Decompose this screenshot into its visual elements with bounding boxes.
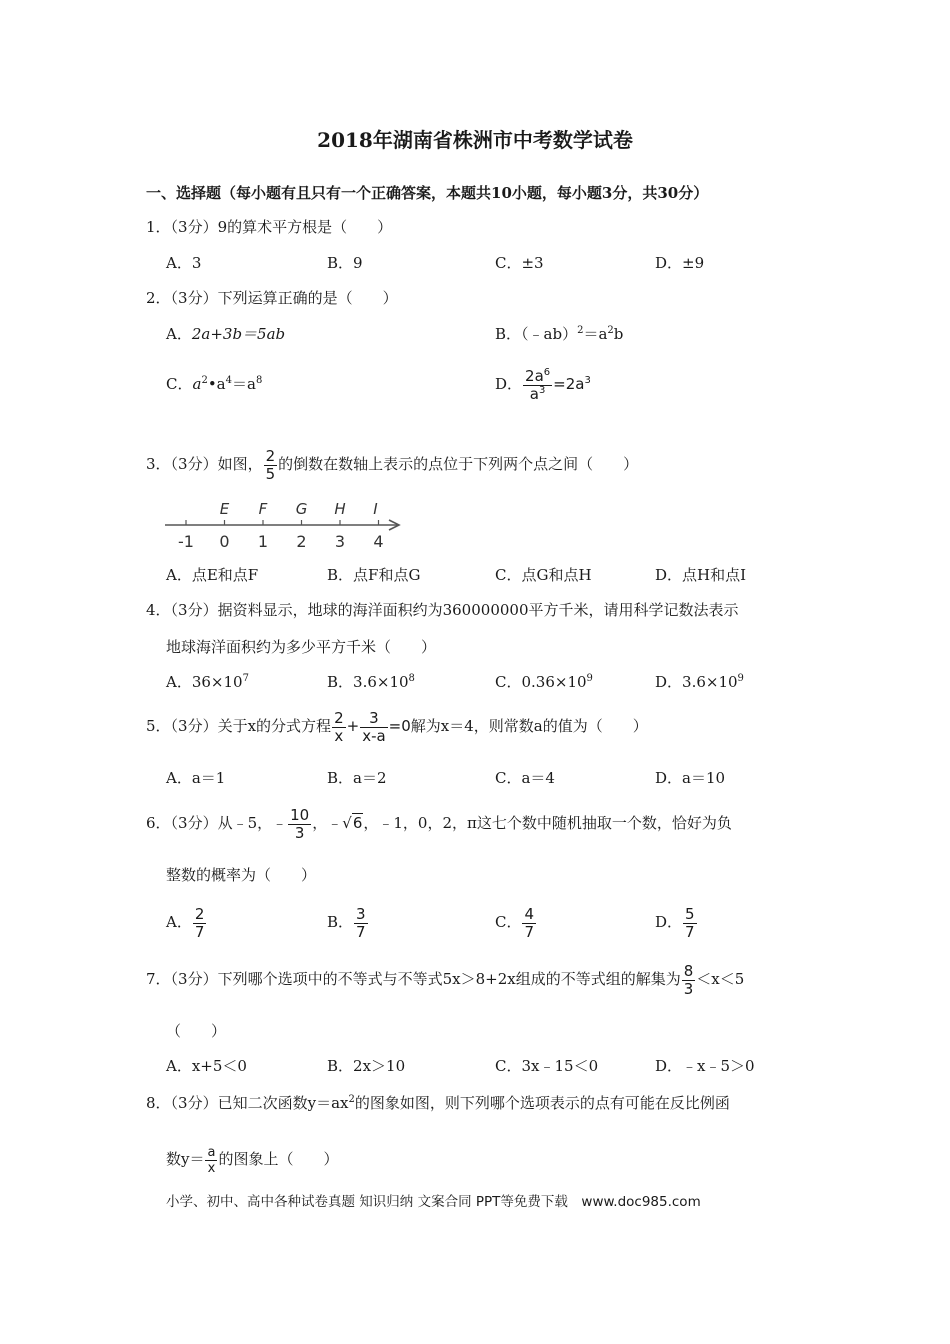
numerator: 2 <box>194 904 205 923</box>
q4-option-d <box>655 672 744 692</box>
question-text: 已知二次函数y＝ax <box>217 1094 349 1112</box>
sqrt-expression: √6 <box>342 814 363 832</box>
fraction <box>264 448 278 483</box>
question-4 <box>146 600 739 620</box>
q2-option-c <box>166 374 262 394</box>
q7-option-b: B．2x＞10 <box>327 1057 406 1075</box>
exponent: 4 <box>225 375 232 386</box>
question-number: 4． <box>146 601 171 619</box>
q6-option-c <box>495 902 537 942</box>
q6-option-d <box>655 902 698 942</box>
question-number: 7． <box>146 970 171 988</box>
q7-option-a: A．x+5＜0 <box>166 1057 247 1075</box>
question-number: 3． <box>146 455 171 473</box>
question-text: 关于x的分式方程 <box>217 717 332 735</box>
option-text: A．36×10 <box>166 673 243 691</box>
q3-option-a <box>166 565 258 585</box>
option-label: A． <box>166 913 192 931</box>
option-text: 点F和点G <box>353 566 421 584</box>
option-text: •a <box>207 375 226 393</box>
q6-option-b <box>327 902 369 942</box>
denominator: 7 <box>685 922 695 941</box>
exponent: 2 <box>607 325 614 336</box>
exponent: 3 <box>584 375 591 386</box>
axis-number-label: 0 <box>219 532 230 551</box>
question-score: （3分） <box>170 1094 218 1112</box>
q6-option-a <box>166 902 207 942</box>
denominator: a <box>529 384 539 403</box>
q4-option-a <box>166 672 249 692</box>
exponent: 6 <box>543 366 551 378</box>
q2-option-b <box>495 324 623 344</box>
exponent: 3 <box>539 384 546 396</box>
question-text: 如图， <box>217 455 263 473</box>
numerator: 3 <box>360 710 387 728</box>
question-7-line2: （ ） <box>166 1022 227 1040</box>
question-text: ＜x＜5 <box>696 970 745 988</box>
q4-option-b <box>327 672 415 692</box>
q3-option-d <box>655 565 746 585</box>
operator: =0 <box>388 717 411 735</box>
fraction <box>682 963 696 998</box>
numerator: 5 <box>685 904 695 923</box>
question-text: 的图象如图，则下列哪个选项表示的点有可能在反比例函 <box>354 1094 730 1112</box>
numerator: 2 <box>334 708 344 727</box>
question-number: 5． <box>146 717 171 735</box>
denominator: 3 <box>683 979 694 998</box>
question-text: ，﹣1，0，2，π这七个数中随机抽取一个数，恰好为负 <box>363 814 732 832</box>
q1-option-b: B．9 <box>327 254 363 272</box>
axis-number-label: 4 <box>373 532 384 551</box>
denominator: 7 <box>356 922 366 941</box>
option-label: C． <box>495 913 522 931</box>
question-number: 8． <box>146 1094 171 1112</box>
radicand: 6 <box>352 814 363 832</box>
question-text: ，﹣ <box>312 814 343 832</box>
numerator: 2a <box>525 366 544 385</box>
option-text: D．3.6×10 <box>655 673 738 691</box>
q1-option-a: A．3 <box>166 254 202 272</box>
option-text: B．3.6×10 <box>327 673 409 691</box>
page-title: 2018年湖南省株洲市中考数学试卷 <box>317 128 633 152</box>
option-label: D． <box>495 375 523 393</box>
option-text: ＝a <box>231 375 256 393</box>
axis-number-label: 2 <box>296 532 307 551</box>
axis-number-label: -1 <box>178 532 194 551</box>
option-label: D． <box>655 566 683 584</box>
q4-option-c <box>495 672 593 692</box>
q5-option-c: C．a＝4 <box>495 769 555 787</box>
question-text: 从﹣5，﹣ <box>217 814 288 832</box>
question-score: （3分） <box>170 814 218 832</box>
question-text: 的倒数在数轴上表示的点位于下列两个点之间（ ） <box>278 455 639 473</box>
page-footer: 小学、初中、高中各种试卷真题 知识归纳 文案合同 PPT等免费下载 www.doc985.com <box>166 1194 701 1210</box>
q1-option-d: D．±9 <box>655 254 705 272</box>
exponent: 7 <box>242 673 249 684</box>
axis-point-letter: F <box>258 500 268 518</box>
axis-point-letter: E <box>219 500 230 518</box>
operator: + <box>346 717 360 735</box>
question-text: 下列运算正确的是（ ） <box>217 289 398 307</box>
exponent: 8 <box>408 673 415 684</box>
exponent: 2 <box>201 375 208 386</box>
q5-option-a: A．a＝1 <box>166 769 226 787</box>
option-text: 点H和点I <box>682 566 747 584</box>
option-text: 点E和点F <box>191 566 259 584</box>
q1-option-c: C．±3 <box>495 254 544 272</box>
section-heading: 一、选择题（每小题有且只有一个正确答案，本题共10小题，每小题3分，共30分） <box>146 184 709 202</box>
numerator: 4 <box>524 904 535 923</box>
option-text: C．0.36×10 <box>495 673 587 691</box>
question-text: 下列哪个选项中的不等式与不等式5x＞8+2x组成的不等式组的解集为 <box>217 970 681 988</box>
axis-number-label: 3 <box>334 532 346 551</box>
option-label: D． <box>655 913 683 931</box>
option-text: ＝a <box>583 325 608 343</box>
q7-option-c: C．3x﹣15＜0 <box>495 1057 599 1075</box>
question-score: （3分） <box>170 289 218 307</box>
denominator: 7 <box>194 922 205 941</box>
option-label: A． <box>166 325 192 343</box>
question-8-line2 <box>166 1139 338 1179</box>
option-label: C． <box>495 566 522 584</box>
question-text: 解为x＝4，则常数a的值为（ ） <box>410 717 648 735</box>
numerator: 3 <box>356 904 366 923</box>
fraction <box>288 807 311 842</box>
exponent: 8 <box>255 375 263 386</box>
fraction <box>354 906 368 941</box>
denominator: x-a <box>362 726 386 745</box>
option-text: 2a+3b＝5ab <box>191 325 286 343</box>
fraction <box>683 906 697 941</box>
axis-point-letter: I <box>373 500 378 518</box>
denominator: x <box>207 1160 216 1176</box>
option-text: b <box>613 325 624 343</box>
option-label: A． <box>166 566 192 584</box>
option-text: （﹣ab） <box>521 325 578 343</box>
fraction <box>360 710 387 745</box>
option-text: 点G和点H <box>521 566 592 584</box>
denominator: 3 <box>294 823 305 842</box>
question-text: 9的算术平方根是（ ） <box>217 218 393 236</box>
question-4-line2: 地球海洋面积约为多少平方千米（ ） <box>166 638 437 656</box>
question-score: （3分） <box>170 970 218 988</box>
question-6-line2: 整数的概率为（ ） <box>166 866 317 884</box>
question-number: 6． <box>146 814 171 832</box>
option-text: a <box>192 375 202 393</box>
q3-option-c <box>495 565 592 585</box>
fraction <box>522 906 536 941</box>
question-7 <box>146 959 744 999</box>
axis-number-label: 1 <box>257 532 269 551</box>
question-text: 据资料显示，地球的海洋面积约为360000000平方千米，请用科学记数法表示 <box>217 601 739 619</box>
numerator: 2 <box>265 446 276 465</box>
question-8 <box>146 1093 730 1113</box>
exponent: 2 <box>577 325 584 336</box>
numerator: 10 <box>290 805 310 824</box>
q5-option-b: B．a＝2 <box>327 769 387 787</box>
axis-point-letter: H <box>334 500 346 518</box>
fraction <box>205 1145 217 1176</box>
question-score: （3分） <box>170 717 218 735</box>
question-number: 2． <box>146 289 171 307</box>
option-label: B． <box>327 913 354 931</box>
question-3 <box>146 444 638 484</box>
q2-option-d <box>495 364 591 404</box>
question-5 <box>146 706 648 746</box>
fraction <box>193 906 207 941</box>
question-6 <box>146 803 732 843</box>
exponent: 9 <box>737 673 744 684</box>
numerator: 8 <box>683 961 694 980</box>
number-line-figure <box>160 495 410 555</box>
q2-option-a <box>166 324 285 344</box>
question-number: 1． <box>146 218 171 236</box>
question-text: 的图象上（ ） <box>218 1150 339 1168</box>
option-label: B． <box>495 325 522 343</box>
fraction <box>332 710 346 745</box>
q3-option-b <box>327 565 420 585</box>
denominator: x <box>334 726 344 745</box>
question-2 <box>146 288 398 308</box>
exponent: 9 <box>586 673 593 684</box>
denominator: 7 <box>524 922 535 941</box>
option-label: B． <box>327 566 354 584</box>
question-1 <box>146 217 392 237</box>
q5-option-d: D．a＝10 <box>655 769 726 787</box>
option-label: C． <box>166 375 193 393</box>
fraction <box>523 368 552 403</box>
option-text: =2a <box>553 375 585 393</box>
q7-option-d: D．﹣x﹣5＞0 <box>655 1057 755 1075</box>
axis-point-letter: G <box>295 500 308 518</box>
denominator: 5 <box>265 464 276 483</box>
question-score: （3分） <box>170 455 218 473</box>
numerator: a <box>207 1144 216 1160</box>
question-score: （3分） <box>170 601 218 619</box>
question-text: 数y＝ <box>166 1150 205 1168</box>
question-score: （3分） <box>170 218 218 236</box>
exponent: 2 <box>348 1094 355 1105</box>
